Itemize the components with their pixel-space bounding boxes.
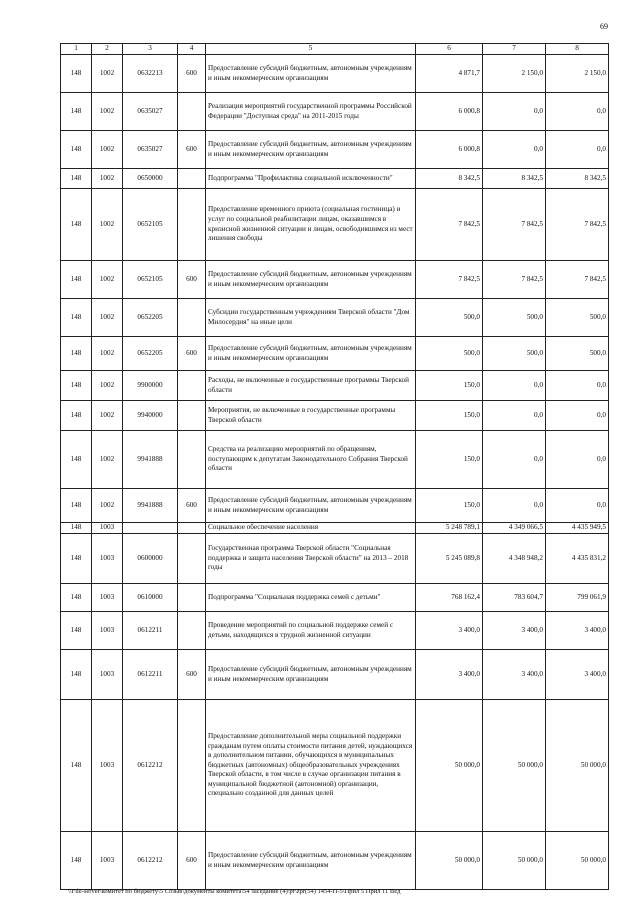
cell-col-4 — [178, 169, 206, 189]
cell-col-6: 8 342,5 — [416, 169, 483, 189]
cell-col-3: 0610000 — [123, 584, 178, 612]
cell-col-3: 0632213 — [123, 55, 178, 93]
cell-col-2: 1002 — [92, 169, 123, 189]
cell-col-4: 600 — [178, 261, 206, 299]
cell-col-8: 3 400,0 — [546, 612, 609, 650]
cell-col-1: 148 — [61, 337, 92, 371]
cell-col-6: 150,0 — [416, 401, 483, 431]
cell-col-8: 7 842,5 — [546, 261, 609, 299]
cell-col-1: 148 — [61, 489, 92, 523]
cell-col-6: 3 400,0 — [416, 650, 483, 700]
cell-col-2: 1002 — [92, 337, 123, 371]
cell-col-2: 1002 — [92, 431, 123, 489]
cell-col-5: Предоставление субсидий бюджетным, автономным учреждениям и иным некоммерческим организациям — [206, 131, 416, 169]
cell-col-8: 500,0 — [546, 337, 609, 371]
cell-col-3 — [123, 523, 178, 534]
cell-col-4 — [178, 700, 206, 832]
cell-col-1: 148 — [61, 832, 92, 890]
cell-col-3: 0612212 — [123, 700, 178, 832]
cell-col-8: 4 435 949,5 — [546, 523, 609, 534]
cell-col-4 — [178, 299, 206, 337]
cell-col-3: 0612212 — [123, 832, 178, 890]
cell-col-5: Предоставление дополнительной меры социальной поддержки гражданам путем оплаты стоимости питания детей, нуждающихся в дополнительном питании, обучающихся в муниципальных бюджетных (автономных) общеобразовательных учреждениях Тверской области, в том числе в случае организации питания в муниципальной бюджетной (автономной) организации, специально созданной для данных целей — [206, 700, 416, 832]
table-row — [61, 401, 609, 431]
cell-col-5: Проведение мероприятий по социальной поддержке семей с детьми, находящихся в трудной жизненной ситуации — [206, 612, 416, 650]
table-row — [61, 431, 609, 489]
table-row — [61, 832, 609, 890]
cell-col-4 — [178, 371, 206, 401]
cell-col-2: 1003 — [92, 650, 123, 700]
table-row — [61, 523, 609, 534]
cell-col-7: 3 400,0 — [483, 612, 546, 650]
cell-col-8: 0,0 — [546, 431, 609, 489]
cell-col-6: 5 245 089,8 — [416, 534, 483, 584]
cell-col-6: 500,0 — [416, 299, 483, 337]
cell-col-8: 3 400,0 — [546, 650, 609, 700]
cell-col-7: 4 349 066,5 — [483, 523, 546, 534]
cell-col-8: 50 000,0 — [546, 832, 609, 890]
cell-col-3: 0612211 — [123, 612, 178, 650]
cell-col-1: 148 — [61, 371, 92, 401]
cell-col-5: Предоставление субсидий бюджетным, автономным учреждениям и иным некоммерческим организациям — [206, 650, 416, 700]
cell-col-2: 1003 — [92, 534, 123, 584]
cell-col-5: Предоставление субсидий бюджетным, автономным учреждениям и иным некоммерческим организациям — [206, 261, 416, 299]
table-row — [61, 93, 609, 131]
footer-file-path: \\File-server\комитет по бюджету\5 Созыв\документы комитета\54 заседание (4)\pr\zpr(54) 1454-П-5\Прил 5 Прил 11 Вед — [68, 888, 401, 895]
table-row — [61, 700, 609, 832]
cell-col-1: 148 — [61, 523, 92, 534]
cell-col-3: 0635027 — [123, 131, 178, 169]
table-row — [61, 131, 609, 169]
cell-col-4 — [178, 534, 206, 584]
table-row — [61, 169, 609, 189]
cell-col-1: 148 — [61, 261, 92, 299]
cell-col-4 — [178, 431, 206, 489]
cell-col-7: 0,0 — [483, 131, 546, 169]
cell-col-1: 148 — [61, 650, 92, 700]
cell-col-2: 1002 — [92, 261, 123, 299]
cell-col-1: 148 — [61, 612, 92, 650]
table-row — [61, 189, 609, 261]
cell-col-2: 1002 — [92, 93, 123, 131]
cell-col-5: Мероприятия, не включенные в государственные программы Тверской области — [206, 401, 416, 431]
cell-col-4: 600 — [178, 55, 206, 93]
cell-col-1: 148 — [61, 131, 92, 169]
cell-col-1: 148 — [61, 431, 92, 489]
cell-col-2: 1003 — [92, 700, 123, 832]
cell-col-6: 150,0 — [416, 489, 483, 523]
cell-col-7: 0,0 — [483, 401, 546, 431]
cell-col-5: Подпрограмма "Социальная поддержка семей с детьми" — [206, 584, 416, 612]
cell-col-4: 600 — [178, 131, 206, 169]
cell-col-2: 1002 — [92, 131, 123, 169]
cell-col-7: 0,0 — [483, 371, 546, 401]
cell-col-1: 148 — [61, 534, 92, 584]
header-col-6: 6 — [416, 44, 483, 55]
cell-col-3: 0600000 — [123, 534, 178, 584]
cell-col-7: 50 000,0 — [483, 700, 546, 832]
cell-col-8: 4 435 831,2 — [546, 534, 609, 584]
cell-col-7: 7 842,5 — [483, 189, 546, 261]
cell-col-6: 768 162,4 — [416, 584, 483, 612]
cell-col-3: 0652105 — [123, 189, 178, 261]
cell-col-7: 4 348 948,2 — [483, 534, 546, 584]
cell-col-5: Предоставление субсидий бюджетным, автономным учреждениям и иным некоммерческим организациям — [206, 489, 416, 523]
cell-col-2: 1003 — [92, 523, 123, 534]
table-row — [61, 299, 609, 337]
table-row — [61, 612, 609, 650]
cell-col-2: 1003 — [92, 832, 123, 890]
cell-col-2: 1002 — [92, 55, 123, 93]
cell-col-4 — [178, 523, 206, 534]
cell-col-8: 0,0 — [546, 371, 609, 401]
cell-col-6: 7 842,5 — [416, 261, 483, 299]
cell-col-1: 148 — [61, 93, 92, 131]
cell-col-3: 0652205 — [123, 299, 178, 337]
cell-col-5: Расходы, не включенные в государственные программы Тверской области — [206, 371, 416, 401]
cell-col-2: 1002 — [92, 189, 123, 261]
cell-col-3: 0650000 — [123, 169, 178, 189]
cell-col-3: 9941888 — [123, 489, 178, 523]
cell-col-3: 0652205 — [123, 337, 178, 371]
table-row — [61, 55, 609, 93]
cell-col-7: 783 604,7 — [483, 584, 546, 612]
cell-col-2: 1002 — [92, 489, 123, 523]
cell-col-3: 0652105 — [123, 261, 178, 299]
cell-col-6: 50 000,0 — [416, 700, 483, 832]
cell-col-6: 6 000,8 — [416, 131, 483, 169]
cell-col-5: Предоставление субсидий бюджетным, автономным учреждениям и иным некоммерческим организациям — [206, 337, 416, 371]
cell-col-5: Реализация мероприятий государственной программы Российской Федерации "Доступная среда" на 2011-2015 годы — [206, 93, 416, 131]
cell-col-6: 150,0 — [416, 431, 483, 489]
header-col-7: 7 — [483, 44, 546, 55]
cell-col-6: 150,0 — [416, 371, 483, 401]
cell-col-7: 3 400,0 — [483, 650, 546, 700]
cell-col-3: 0612211 — [123, 650, 178, 700]
cell-col-1: 148 — [61, 700, 92, 832]
cell-col-1: 148 — [61, 169, 92, 189]
cell-col-4: 600 — [178, 832, 206, 890]
cell-col-1: 148 — [61, 299, 92, 337]
cell-col-4: 600 — [178, 489, 206, 523]
table-row — [61, 534, 609, 584]
cell-col-4 — [178, 189, 206, 261]
header-col-5: 5 — [206, 44, 416, 55]
cell-col-6: 5 248 789,1 — [416, 523, 483, 534]
table-row — [61, 371, 609, 401]
cell-col-8: 0,0 — [546, 401, 609, 431]
header-col-3: 3 — [123, 44, 178, 55]
cell-col-3: 0635027 — [123, 93, 178, 131]
cell-col-8: 799 061,9 — [546, 584, 609, 612]
cell-col-5: Подпрограмма "Профилактика социальной исключенности" — [206, 169, 416, 189]
cell-col-8: 0,0 — [546, 93, 609, 131]
table-row — [61, 261, 609, 299]
cell-col-7: 500,0 — [483, 337, 546, 371]
cell-col-4: 600 — [178, 337, 206, 371]
header-col-1: 1 — [61, 44, 92, 55]
cell-col-1: 148 — [61, 189, 92, 261]
cell-col-2: 1003 — [92, 584, 123, 612]
cell-col-6: 50 000,0 — [416, 832, 483, 890]
cell-col-5: Предоставление временного приюта (социальная гостиница) и услуг по социальной реабилитации лицам, оказавшимся в кризисной жизненной ситуации и лицам, освободившимся из мест лишения свободы — [206, 189, 416, 261]
cell-col-5: Субсидии государственным учреждениям Тверской области "Дом Милосердия" на иные цели — [206, 299, 416, 337]
cell-col-6: 7 842,5 — [416, 189, 483, 261]
header-row — [61, 44, 609, 55]
cell-col-7: 2 150,0 — [483, 55, 546, 93]
table-row — [61, 337, 609, 371]
table-body — [61, 55, 609, 890]
cell-col-6: 3 400,0 — [416, 612, 483, 650]
cell-col-2: 1003 — [92, 612, 123, 650]
cell-col-6: 6 000,8 — [416, 93, 483, 131]
cell-col-8: 50 000,0 — [546, 700, 609, 832]
cell-col-7: 500,0 — [483, 299, 546, 337]
cell-col-3: 9941888 — [123, 431, 178, 489]
page-number: 69 — [600, 22, 608, 31]
header-col-8: 8 — [546, 44, 609, 55]
cell-col-8: 500,0 — [546, 299, 609, 337]
cell-col-8: 8 342,5 — [546, 169, 609, 189]
cell-col-1: 148 — [61, 55, 92, 93]
cell-col-8: 0,0 — [546, 131, 609, 169]
cell-col-7: 0,0 — [483, 93, 546, 131]
cell-col-7: 0,0 — [483, 431, 546, 489]
table-row — [61, 650, 609, 700]
header-col-4: 4 — [178, 44, 206, 55]
cell-col-7: 50 000,0 — [483, 832, 546, 890]
cell-col-2: 1002 — [92, 371, 123, 401]
cell-col-5: Государственная программа Тверской области "Социальная поддержка и защита населения Тверской области" на 2013 – 2018 годы — [206, 534, 416, 584]
cell-col-2: 1002 — [92, 401, 123, 431]
header-col-2: 2 — [92, 44, 123, 55]
table-row — [61, 584, 609, 612]
cell-col-6: 500,0 — [416, 337, 483, 371]
cell-col-7: 7 842,5 — [483, 261, 546, 299]
cell-col-3: 9900000 — [123, 371, 178, 401]
cell-col-4 — [178, 401, 206, 431]
cell-col-4 — [178, 93, 206, 131]
cell-col-7: 8 342,5 — [483, 169, 546, 189]
budget-table — [60, 43, 609, 890]
cell-col-6: 4 871,7 — [416, 55, 483, 93]
cell-col-5: Социальное обеспечение населения — [206, 523, 416, 534]
cell-col-4 — [178, 612, 206, 650]
cell-col-5: Предоставление субсидий бюджетным, автономным учреждениям и иным некоммерческим организациям — [206, 55, 416, 93]
cell-col-8: 2 150,0 — [546, 55, 609, 93]
cell-col-4: 600 — [178, 650, 206, 700]
cell-col-1: 148 — [61, 584, 92, 612]
cell-col-5: Предоставление субсидий бюджетным, автономным учреждениям и иным некоммерческим организациям — [206, 832, 416, 890]
cell-col-3: 9940000 — [123, 401, 178, 431]
table-row — [61, 489, 609, 523]
cell-col-8: 0,0 — [546, 489, 609, 523]
cell-col-5: Средства на реализацию мероприятий по обращениям, поступающим к депутатам Законодательного Собрания Тверской области — [206, 431, 416, 489]
cell-col-2: 1002 — [92, 299, 123, 337]
cell-col-8: 7 842,5 — [546, 189, 609, 261]
cell-col-4 — [178, 584, 206, 612]
cell-col-1: 148 — [61, 401, 92, 431]
cell-col-7: 0,0 — [483, 489, 546, 523]
